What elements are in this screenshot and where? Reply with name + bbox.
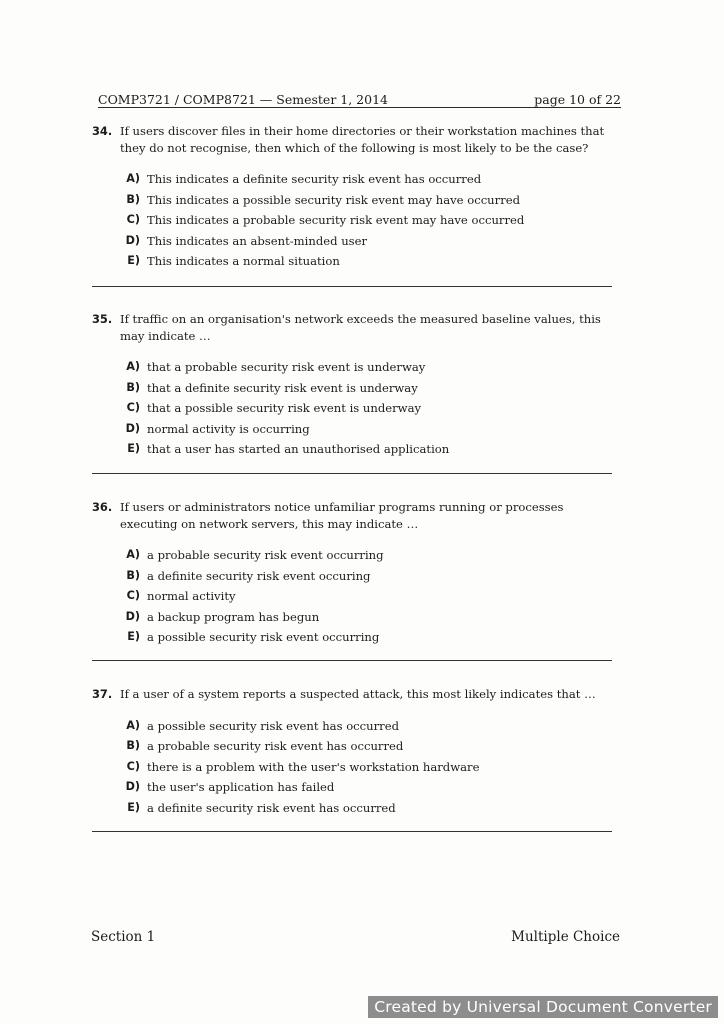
option-list: [92, 357, 622, 460]
option-letter: D): [125, 609, 140, 623]
option-list: [92, 169, 622, 272]
option-text: there is a problem with the user's workstation hardware: [147, 759, 480, 774]
option-d: [92, 607, 622, 628]
question-37: [92, 686, 622, 818]
option-b: [92, 566, 622, 587]
option-c: [92, 586, 622, 607]
option-b: [92, 190, 622, 211]
question-separator: [92, 473, 612, 474]
question-number: 37.: [92, 687, 113, 701]
option-text: a backup program has begun: [147, 609, 320, 624]
question-text: If users or administrators notice unfamiliar programs running or processes executing on network servers, this may indicate …: [120, 500, 564, 531]
option-letter: D): [125, 421, 140, 435]
question-number: 34.: [92, 124, 113, 138]
question-35: [92, 311, 622, 460]
option-e: [92, 798, 622, 819]
option-text: a possible security risk event occurring: [147, 630, 380, 645]
option-text: normal activity: [147, 589, 236, 604]
page-number: page 10 of 22: [534, 92, 621, 107]
option-d: [92, 777, 622, 798]
option-e: [92, 439, 622, 460]
option-c: [92, 757, 622, 778]
option-a: [92, 357, 622, 378]
option-c: [92, 210, 622, 231]
option-letter: E): [127, 254, 140, 268]
question-number: 36.: [92, 500, 113, 514]
option-letter: C): [126, 589, 140, 603]
header-rule: [98, 107, 621, 108]
option-d: [92, 419, 622, 440]
option-text: that a probable security risk event is underway: [147, 360, 426, 374]
option-letter: C): [126, 213, 140, 227]
footer-type: Multiple Choice: [511, 929, 620, 945]
option-text: that a user has started an unauthorised application: [147, 442, 450, 457]
option-a: [92, 545, 622, 566]
question-stem: [92, 499, 622, 532]
option-text: a definite security risk event occuring: [147, 568, 371, 583]
question-text: If a user of a system reports a suspected attack, this most likely indicates that …: [120, 687, 596, 701]
option-letter: A): [126, 172, 140, 185]
option-b: [92, 378, 622, 399]
option-e: [92, 251, 622, 272]
option-letter: A): [126, 360, 140, 373]
question-stem: [92, 311, 622, 344]
option-e: [92, 627, 622, 648]
option-letter: B): [126, 568, 140, 582]
option-letter: A): [126, 718, 140, 732]
option-letter: E): [127, 800, 140, 814]
option-text: This indicates a definite security risk event has occurred: [147, 172, 482, 186]
option-text: normal activity is occurring: [147, 421, 310, 436]
option-letter: B): [126, 192, 140, 206]
option-letter: A): [126, 548, 140, 561]
option-b: [92, 736, 622, 757]
option-letter: D): [125, 233, 140, 247]
question-separator: [92, 286, 612, 287]
option-letter: E): [127, 442, 140, 456]
question-separator: [92, 831, 612, 832]
question-36: [92, 499, 622, 648]
option-text: a possible security risk event has occurred: [147, 718, 400, 733]
option-c: [92, 398, 622, 419]
option-text: a definite security risk event has occurred: [147, 800, 396, 815]
converter-watermark: Created by Universal Document Converter: [368, 996, 718, 1018]
option-letter: E): [127, 630, 140, 644]
question-text: If users discover files in their home directories or their workstation machines that they do not recognise, then which of the following is most likely to be the case?: [120, 124, 605, 155]
option-a: [92, 169, 622, 190]
option-text: a probable security risk event occurring: [147, 548, 384, 562]
option-text: This indicates a normal situation: [147, 254, 340, 269]
option-text: This indicates a possible security risk event may have occurred: [147, 192, 521, 207]
option-letter: C): [126, 759, 140, 773]
option-text: This indicates a probable security risk event may have occurred: [147, 213, 525, 228]
option-a: [92, 716, 622, 737]
option-letter: B): [126, 380, 140, 394]
question-34: [92, 123, 622, 272]
question-stem: [92, 686, 622, 703]
question-text: If traffic on an organisation's network exceeds the measured baseline values, this may indicate …: [120, 312, 601, 343]
option-list: [92, 545, 622, 648]
option-letter: D): [125, 780, 140, 794]
option-text: This indicates an absent-minded user: [147, 233, 368, 248]
option-text: the user's application has failed: [147, 780, 335, 795]
option-letter: B): [126, 739, 140, 753]
question-stem: [92, 123, 622, 156]
option-list: [92, 716, 622, 819]
course-title: COMP3721 / COMP8721 — Semester 1, 2014: [98, 92, 388, 107]
option-text: a probable security risk event has occurred: [147, 739, 404, 754]
option-letter: C): [126, 401, 140, 415]
option-d: [92, 231, 622, 252]
question-number: 35.: [92, 312, 113, 326]
option-text: that a definite security risk event is underway: [147, 380, 418, 395]
footer-section: Section 1: [91, 929, 156, 945]
option-text: that a possible security risk event is underway: [147, 401, 422, 416]
question-separator: [92, 660, 612, 661]
